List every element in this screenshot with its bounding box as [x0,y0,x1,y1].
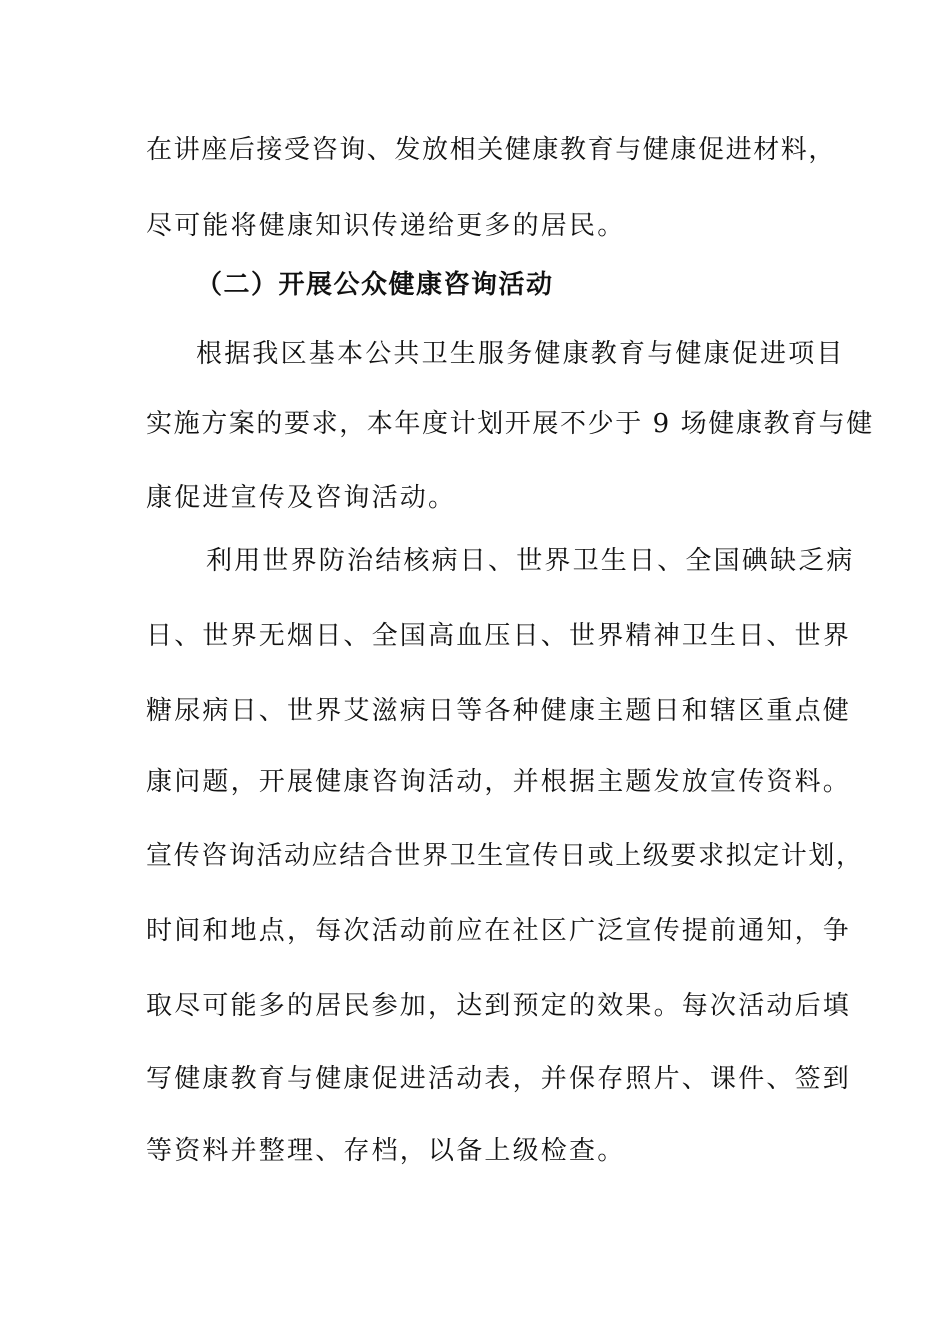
paragraph-line: 康促进宣传及咨询活动。 [146,483,457,513]
paragraph-line: 糖尿病日、世界艾滋病日等各种健康主题日和辖区重点健 [146,696,852,726]
paragraph-line: 利用世界防治结核病日、世界卫生日、全国碘缺乏病 [206,546,855,576]
paragraph-line: 康问题，开展健康咨询活动，并根据主题发放宣传资料。 [146,767,852,797]
section-heading: （二）开展公众健康咨询活动 [196,270,554,300]
paragraph-line: 日、世界无烟日、全国高血压日、世界精神卫生日、世界 [146,621,852,651]
paragraph-line: 取尽可能多的居民参加，达到预定的效果。每次活动后填 [146,991,852,1021]
paragraph-line: 等资料并整理、存档，以备上级检查。 [146,1136,626,1166]
paragraph-line: 写健康教育与健康促进活动表，并保存照片、课件、签到 [146,1064,852,1094]
paragraph-line: 尽可能将健康知识传递给更多的居民。 [146,211,626,241]
paragraph-line: 宣传咨询活动应结合世界卫生宣传日或上级要求拟定计划， [146,841,864,871]
paragraph-line: 实施方案的要求，本年度计划开展不少于 9 场健康教育与健 [146,409,874,439]
paragraph-line: 时间和地点，每次活动前应在社区广泛宣传提前通知，争 [146,916,852,946]
paragraph-line: 在讲座后接受咨询、发放相关健康教育与健康促进材料， [146,135,837,165]
paragraph-line: 根据我区基本公共卫生服务健康教育与健康促进项目 [196,339,845,369]
